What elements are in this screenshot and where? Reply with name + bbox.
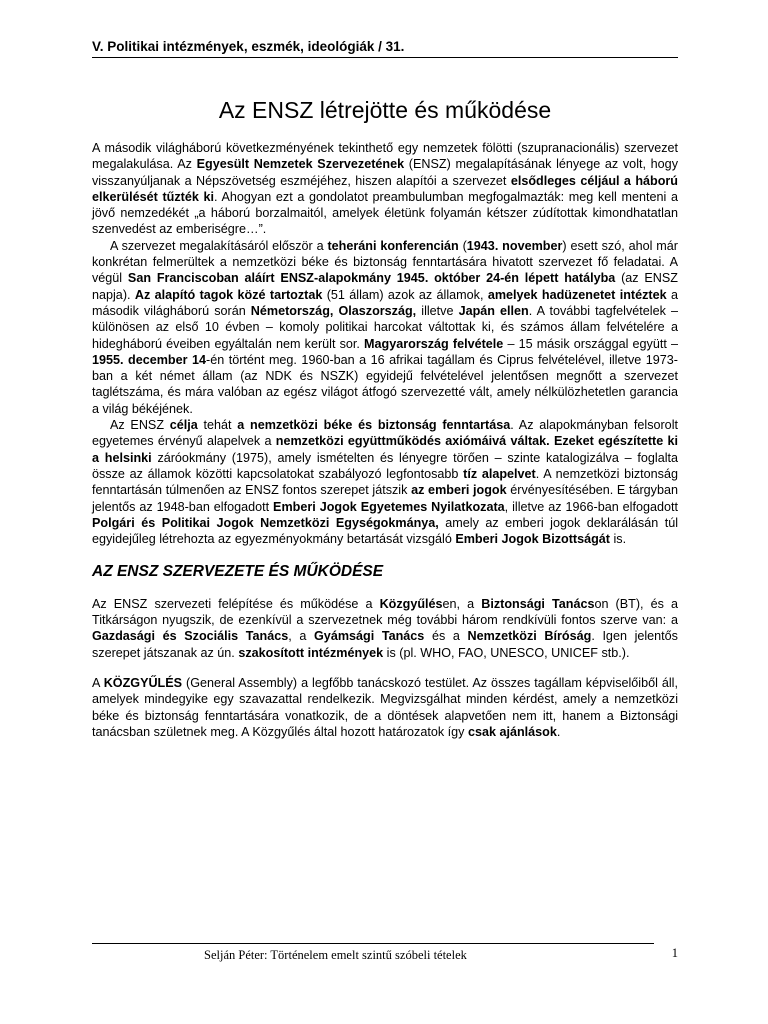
footer-divider — [92, 943, 654, 944]
paragraph — [92, 675, 678, 740]
text: . A további tagfelvételek – különösen az első 10 évben – komoly politikai harcokat váltottak ki, és számos állam felvételére a hidegháború éveiben egyáltalán nem került sor. — [92, 303, 678, 351]
paragraph — [92, 238, 678, 417]
running-header: V. Politikai intézmények, eszmék, ideológiák / 31. — [92, 39, 678, 58]
bold-text: KÖZGYŰLÉS — [103, 675, 183, 690]
text: (51 állam) azok az államok, — [322, 287, 488, 302]
section-heading: AZ ENSZ SZERVEZETE ÉS MŰKÖDÉSE — [92, 563, 384, 581]
bold-text: az emberi jogok — [411, 483, 507, 498]
bold-text: elsődleges céljául a háború elkerülését tűzték ki — [92, 173, 679, 204]
bold-text: Emberi Jogok Bizottságát — [455, 532, 610, 547]
bold-text: Németország, Olaszország, — [250, 303, 417, 318]
bold-text: teheráni konferencián — [327, 238, 459, 253]
intro-section — [92, 140, 678, 547]
text: ) esett szó, ahol már konkrétan felmerültek a nemzetközi béke és biztonság fenntartására hivatott szervezet fő feladatai. A végül — [92, 238, 678, 286]
text: Az ENSZ — [110, 418, 170, 433]
text: . Ahogyan ezt a gondolatot preambulumban megfogalmazták: meg kell menteni a jövő nemzedékét „a háború borzalmaitól, amelyek életünk folyamán kétszer zúdítottak kimondhatatlan szenvedést az emberiségre…”. — [92, 189, 679, 237]
bold-text: nemzetközi együttműködés axiómáivá váltak. Ezeket egészítette ki a helsinki — [92, 434, 678, 465]
text: is. — [609, 532, 627, 547]
paragraph — [92, 596, 678, 661]
text: . — [556, 724, 561, 739]
bold-text: Biztonsági Tanács — [481, 596, 595, 611]
text: érvényesítésében. E tárgyban jelentős az 1948-ban elfogadott — [92, 483, 678, 514]
paragraph — [92, 417, 678, 547]
text: illetve — [416, 303, 459, 318]
text: , a — [288, 629, 315, 644]
text: A — [92, 675, 104, 690]
bold-text: 1943. november — [466, 238, 563, 253]
bold-text: Emberi Jogok Egyetemes Nyilatkozata — [273, 499, 505, 514]
text: és a — [424, 629, 468, 644]
text: -én történt meg. 1960-ban a 16 afrikai tagállam és Ciprus felvételével, illetve 1973-ban a két német állam (az NDK és NSZK) egyidejű felvételével jelentősen megnőtt a szervezet taglétszáma, és mára valóban az egész világot átfogó szervezetté vált, amely nélkülözhetetlen garancia a világ békéjének. — [92, 352, 678, 416]
text: , illetve az 1966-ban elfogadott — [504, 499, 678, 514]
text: . Az alapokmányban felsorolt egyetemes érvényű alapelvek a — [92, 418, 678, 449]
bold-text: szakosított intézmények — [238, 645, 384, 660]
text: (az ENSZ napja). — [92, 271, 678, 302]
text: is (pl. WHO, FAO, UNESCO, UNICEF stb.). — [383, 645, 630, 660]
bold-text: Az alapító tagok közé tartoztak — [134, 287, 323, 302]
text: Az ENSZ szervezeti felépítése és működése a — [92, 596, 380, 611]
bold-text: Polgári és Politikai Jogok Nemzetközi Egységokmánya, — [92, 515, 439, 530]
bold-text: csak ajánlások — [467, 724, 557, 739]
text: záróokmány (1975), amely ismételten és lényegre törően – szinte katalogizálva – foglalta össze az államok közötti kapcsolatokat szabályozó legfontosabb — [92, 450, 678, 481]
text: tehát — [197, 418, 238, 433]
bold-text: Gyámsági Tanács — [314, 629, 425, 644]
page-title: Az ENSZ létrejötte és működése — [218, 97, 552, 123]
text: . A nemzetközi biztonság fenntartásán túlmenően az ENSZ fontos szerepet játszik — [92, 466, 678, 498]
text: amely az emberi jogok deklarálásán túl egyidejűleg létrehozta az egyezményokmány betartását vizsgáló — [92, 515, 679, 547]
bold-text: 1955. december 14 — [92, 352, 207, 367]
document-body — [92, 140, 678, 740]
bold-text: Gazdasági és Szociális Tanács — [92, 629, 289, 644]
organization-section — [92, 596, 678, 740]
text: on (BT), és a Titkárságon nyugszik, de ezenkívül a szervezetnek még további három rendkívüli fontos szerve van: a — [92, 596, 678, 628]
bold-text: San Franciscoban aláírt ENSZ-alapokmány 1945. október 24-én lépett hatályba — [127, 271, 616, 286]
bold-text: amelyek hadüzenetet intéztek — [487, 287, 667, 302]
text: A szervezet megalakításáról először a — [110, 238, 328, 253]
bold-text: célja — [169, 418, 198, 433]
bold-text: Nemzetközi Bíróság — [467, 629, 592, 644]
text: (General Assembly) a legfőbb tanácskozó testület. Az összes tagállam képviselőiből áll, amelyek mindegyike egy szavazattal rendelkezik. Megvizsgálhat minden kérdést, amely a nemzetközi béke és biztonság fenntartására vonatkozik, de a döntések alapvetően nem itt, hanem a Biztonsági tanácsban születnek meg. A Közgyűlés által hozott határozatok így — [92, 675, 678, 739]
bold-text: Magyarország felvétele — [364, 336, 504, 351]
text: en, a — [442, 596, 482, 611]
text: a második világháború során — [92, 287, 678, 318]
text: ( — [458, 238, 467, 253]
text: (ENSZ) megalapításának lényege az volt, hogy visszanyúljanak a Népszövetség eszméjéhez, hiszen alapítói a szervezet — [92, 157, 678, 188]
bold-text: tíz alapelvet — [463, 466, 536, 481]
text: . Igen jelentős szerepet játszanak az ún. — [92, 629, 678, 660]
page-number: 1 — [671, 946, 678, 960]
paragraph — [92, 140, 678, 238]
text: A második világháború következményének tekinthető egy nemzetek fölötti (szupranacionális) szervezet megalakulása. Az — [92, 141, 678, 172]
bold-text: Japán ellen — [458, 303, 529, 318]
text: – 15 másik országgal együtt – — [503, 336, 679, 351]
bold-text: a nemzetközi béke és biztonság fenntartása — [237, 418, 511, 433]
footer-author: Selján Péter: Történelem emelt szintű szóbeli tételek — [204, 948, 467, 962]
bold-text: Közgyűlés — [379, 596, 443, 611]
bold-text: Egyesült Nemzetek Szervezetének — [196, 157, 405, 172]
